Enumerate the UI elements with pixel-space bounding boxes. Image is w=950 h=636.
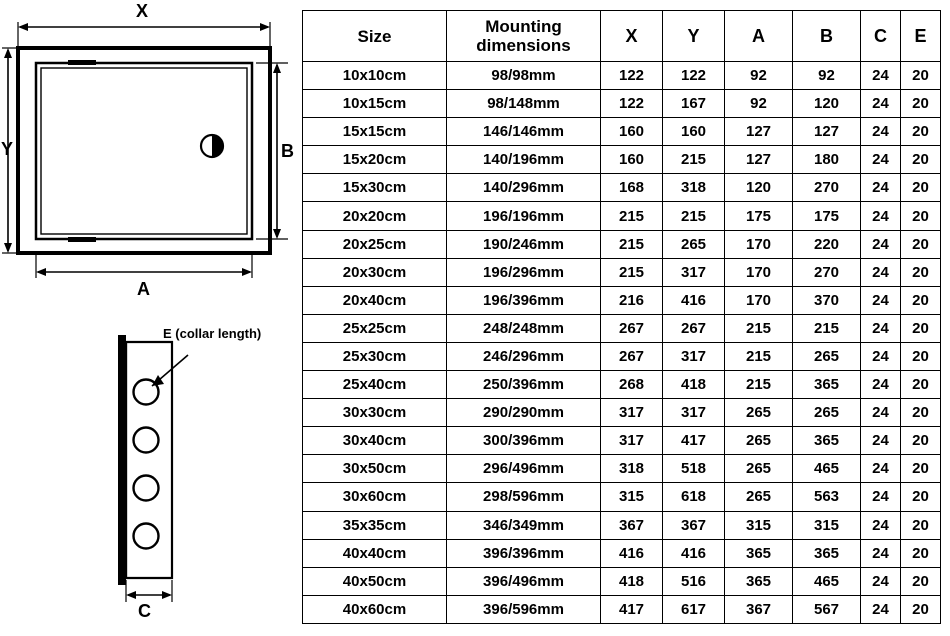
table-cell: 24 [861,427,901,455]
table-cell: 417 [663,427,725,455]
table-cell: 215 [725,342,793,370]
table-cell: 290/290mm [447,399,601,427]
table-cell: 20 [901,539,941,567]
table-cell: 317 [663,258,725,286]
table-row [303,483,941,511]
table-cell: 24 [861,202,901,230]
table-cell: 196/296mm [447,258,601,286]
table-cell: 92 [793,62,861,90]
table-cell: 122 [601,62,663,90]
header-a: A [725,11,793,62]
table-row [303,286,941,314]
table-row [303,118,941,146]
table-cell: 35x35cm [303,511,447,539]
table-cell: 270 [793,258,861,286]
table-cell: 24 [861,595,901,623]
table-cell: 268 [601,371,663,399]
table-cell: 418 [601,567,663,595]
table-cell: 25x40cm [303,371,447,399]
table-row [303,146,941,174]
table-row [303,455,941,483]
table-cell: 20 [901,399,941,427]
table-cell: 167 [663,90,725,118]
table-cell: 146/146mm [447,118,601,146]
table-body [303,62,941,624]
table-cell: 265 [725,427,793,455]
table-cell: 20 [901,511,941,539]
table-row [303,371,941,399]
table-cell: 346/349mm [447,511,601,539]
table-cell: 20 [901,314,941,342]
table-cell: 20 [901,567,941,595]
table-row [303,567,941,595]
table-cell: 24 [861,539,901,567]
table-cell: 265 [793,342,861,370]
label-e-collar-length: E (collar length) [163,326,262,341]
table-cell: 160 [663,118,725,146]
table-cell: 315 [725,511,793,539]
table-cell: 30x50cm [303,455,447,483]
table-cell: 170 [725,286,793,314]
table-cell: 24 [861,483,901,511]
table-row [303,539,941,567]
table-cell: 24 [861,62,901,90]
table-row [303,230,941,258]
table-cell: 248/248mm [447,314,601,342]
table-cell: 318 [663,174,725,202]
table-cell: 267 [601,342,663,370]
table-cell: 196/196mm [447,202,601,230]
table-cell: 20x40cm [303,286,447,314]
table-cell: 25x30cm [303,342,447,370]
table-cell: 24 [861,511,901,539]
table-cell: 317 [601,399,663,427]
table-cell: 396/596mm [447,595,601,623]
table-cell: 367 [725,595,793,623]
table-row [303,202,941,230]
table-cell: 215 [601,258,663,286]
table-cell: 24 [861,90,901,118]
table-cell: 170 [725,230,793,258]
table-cell: 20x20cm [303,202,447,230]
table-cell: 24 [861,146,901,174]
table-cell: 98/98mm [447,62,601,90]
table-cell: 15x20cm [303,146,447,174]
table-cell: 215 [793,314,861,342]
table-cell: 127 [793,118,861,146]
table-cell: 618 [663,483,725,511]
table-cell: 365 [793,371,861,399]
table-cell: 122 [601,90,663,118]
table-cell: 215 [725,314,793,342]
table-cell: 270 [793,174,861,202]
table-cell: 465 [793,567,861,595]
header-e: E [901,11,941,62]
table-cell: 24 [861,371,901,399]
table-cell: 175 [793,202,861,230]
table-cell: 15x15cm [303,118,447,146]
table-cell: 215 [663,202,725,230]
table-cell: 20 [901,118,941,146]
table-cell: 40x60cm [303,595,447,623]
table-cell: 24 [861,314,901,342]
table-cell: 30x60cm [303,483,447,511]
front-view-svg [0,0,300,310]
dimensions-table [302,10,941,624]
table-cell: 396/396mm [447,539,601,567]
table-cell: 24 [861,258,901,286]
table-cell: 367 [663,511,725,539]
table-cell: 24 [861,286,901,314]
table-cell: 20 [901,230,941,258]
side-view-svg [0,310,300,631]
table-cell: 265 [725,483,793,511]
table-head [303,11,941,62]
table-cell: 296/496mm [447,455,601,483]
label-y: Y [1,139,14,159]
table-cell: 25x25cm [303,314,447,342]
table-cell: 15x30cm [303,174,447,202]
table-cell: 180 [793,146,861,174]
table-cell: 563 [793,483,861,511]
table-cell: 92 [725,90,793,118]
table-cell: 215 [601,202,663,230]
side-view-drawing [0,310,300,631]
table-cell: 365 [725,539,793,567]
table-cell: 20x25cm [303,230,447,258]
header-mounting-line1: Mounting [485,17,562,36]
table-header-row [303,11,941,62]
table-row [303,342,941,370]
table-cell: 40x40cm [303,539,447,567]
table-cell: 30x40cm [303,427,447,455]
header-size: Size [303,11,447,62]
table-cell: 567 [793,595,861,623]
table-cell: 24 [861,567,901,595]
table-cell: 318 [601,455,663,483]
table-cell: 20 [901,146,941,174]
table-cell: 170 [725,258,793,286]
table-cell: 246/296mm [447,342,601,370]
label-b: B [281,141,294,161]
table-cell: 516 [663,567,725,595]
table-cell: 416 [663,539,725,567]
table-cell: 10x10cm [303,62,447,90]
table-cell: 20 [901,62,941,90]
table-cell: 216 [601,286,663,314]
table-cell: 215 [601,230,663,258]
table-row [303,258,941,286]
table-cell: 127 [725,146,793,174]
table-cell: 168 [601,174,663,202]
drawings-panel [0,0,300,631]
table-row [303,399,941,427]
table-cell: 20 [901,258,941,286]
table-cell: 298/596mm [447,483,601,511]
table-cell: 20 [901,595,941,623]
table-cell: 215 [725,371,793,399]
table-cell: 215 [663,146,725,174]
table-cell: 300/396mm [447,427,601,455]
table-cell: 365 [793,427,861,455]
header-mounting-line2: dimensions [476,36,571,55]
table-cell: 370 [793,286,861,314]
table-cell: 315 [793,511,861,539]
table-cell: 20 [901,483,941,511]
table-cell: 122 [663,62,725,90]
header-mounting-dimensions [447,11,601,62]
header-x: X [601,11,663,62]
table-row [303,314,941,342]
table-cell: 120 [725,174,793,202]
table-cell: 317 [663,342,725,370]
table-cell: 24 [861,455,901,483]
table-cell: 396/496mm [447,567,601,595]
table-cell: 160 [601,118,663,146]
table-cell: 40x50cm [303,567,447,595]
table-cell: 617 [663,595,725,623]
table-cell: 416 [601,539,663,567]
table-cell: 160 [601,146,663,174]
table-cell: 30x30cm [303,399,447,427]
label-a: A [137,279,150,299]
table-cell: 140/296mm [447,174,601,202]
table-row [303,62,941,90]
table-cell: 418 [663,371,725,399]
table-cell: 190/246mm [447,230,601,258]
table-cell: 265 [663,230,725,258]
table-cell: 20 [901,90,941,118]
table-cell: 315 [601,483,663,511]
table-cell: 267 [601,314,663,342]
table-row [303,511,941,539]
header-b: B [793,11,861,62]
table-cell: 265 [725,399,793,427]
table-cell: 265 [793,399,861,427]
table-cell: 417 [601,595,663,623]
table-cell: 24 [861,399,901,427]
table-row [303,427,941,455]
table-cell: 20 [901,286,941,314]
table-cell: 24 [861,230,901,258]
table-cell: 317 [663,399,725,427]
dimensions-table-wrap [302,10,940,624]
table-cell: 267 [663,314,725,342]
table-cell: 367 [601,511,663,539]
table-cell: 465 [793,455,861,483]
table-cell: 518 [663,455,725,483]
table-cell: 20 [901,202,941,230]
table-cell: 317 [601,427,663,455]
table-cell: 416 [663,286,725,314]
table-cell: 365 [793,539,861,567]
table-cell: 20 [901,342,941,370]
table-cell: 175 [725,202,793,230]
table-cell: 20 [901,174,941,202]
table-cell: 127 [725,118,793,146]
table-cell: 20 [901,371,941,399]
label-c: C [138,601,151,621]
table-cell: 265 [725,455,793,483]
table-row [303,595,941,623]
header-c: C [861,11,901,62]
table-cell: 24 [861,118,901,146]
table-cell: 24 [861,342,901,370]
table-cell: 10x15cm [303,90,447,118]
table-cell: 24 [861,174,901,202]
table-cell: 120 [793,90,861,118]
table-row [303,174,941,202]
label-x: X [136,1,149,21]
table-cell: 92 [725,62,793,90]
front-view-drawing [0,0,300,310]
table-cell: 98/148mm [447,90,601,118]
table-cell: 196/396mm [447,286,601,314]
table-cell: 20x30cm [303,258,447,286]
table-cell: 140/196mm [447,146,601,174]
table-cell: 20 [901,427,941,455]
header-y: Y [663,11,725,62]
table-cell: 20 [901,455,941,483]
table-cell: 250/396mm [447,371,601,399]
table-cell: 220 [793,230,861,258]
table-cell: 365 [725,567,793,595]
table-row [303,90,941,118]
